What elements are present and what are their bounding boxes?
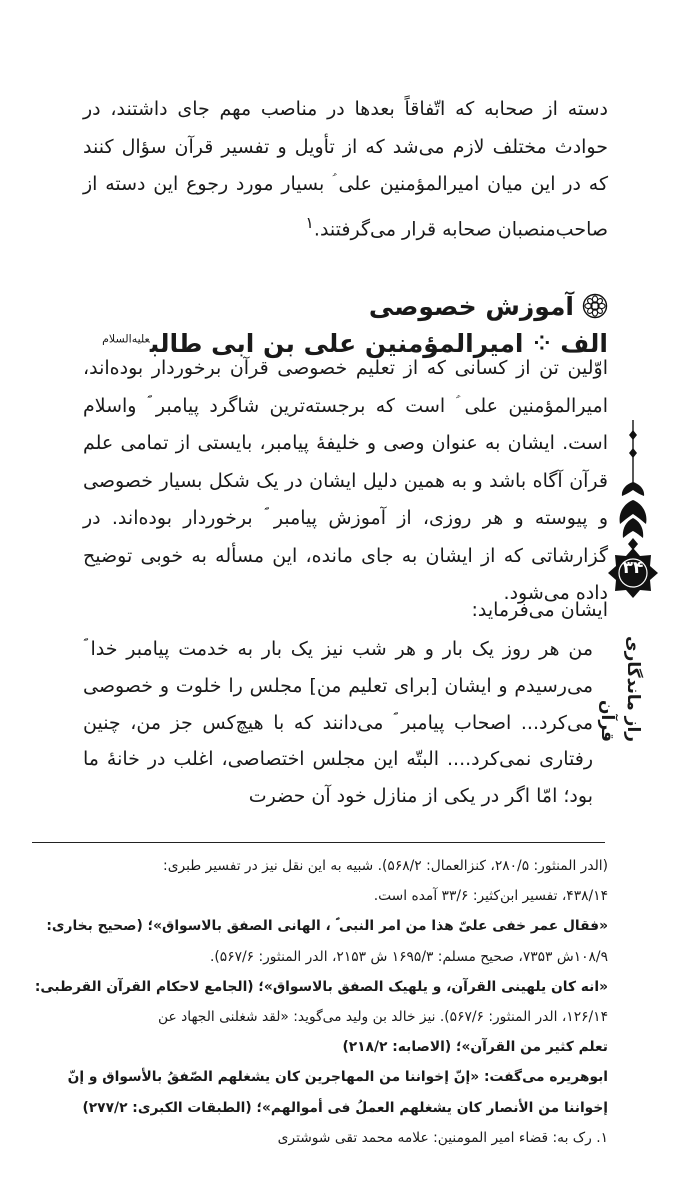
footnote-marker: ۱ [305, 212, 314, 232]
flower-icon [620, 500, 647, 550]
ornament-leaf-icon [622, 482, 644, 496]
section-heading [83, 286, 608, 326]
quote-block: من هر روز یک بار و هر شب نیز یک بار به خدمت پیامبر خدا ؐ می‌رسیدم و ایشان [برای تعلیم من] مجلس را خلوت و خصوصی می‌کرد... اصحاب پیامبر ؐ می‌دانند که با هیچ‌کس جز من، چنین رفتاری نمی‌کرد.... البتّه این مجلس اختصاصی، اغلب در خانهٔ ما بود؛ امّا اگر در یکی از منازل خود آن حضرت [83, 638, 593, 808]
page-number: ۳۴ [622, 558, 644, 578]
footnote-line: تعلم کثیر من القرآن»؛ (الاصابه: ۲۱۸/۲) [342, 1039, 608, 1056]
running-title: راز ماندگاری قرآن [597, 635, 643, 742]
footnote-line: «فقال عمر خفی علیّ هذا من امر النبی ؐ ، الهانی الصفق بالاسواق»؛ (صحیح بخاری: [46, 918, 608, 935]
top-paragraph: دسته از صحابه که اتّفاقاً بعدها در مناصب مهم جای داشتند، در حوادث مختلف لازم می‌شد که از تأویل و تفسیر قرآن سؤال کنند که در این میان امیرالمؤمنین علی ؑ بسیار مورد رجوع این دسته از صاحب‌منصبان صحابه قرار می‌گرفتند.$^۱$ [83, 98, 608, 240]
footnote-divider [32, 842, 605, 843]
footnote-line: ۱. رک به: قضاء امیر المومنین: علامه محمد تقی شوشتری [277, 1129, 608, 1146]
honorific: علیه‌السلام [102, 332, 150, 346]
sub-title: امیرالمؤمنین علی بن ابی طالب$^{علیه‌السلام}$ [102, 328, 524, 358]
sub-separator: ⁘ [533, 331, 551, 355]
body-paragraph: اوّلین تن از کسانی که از تعلیم خصوصی قرآن برخوردار بوده‌اند، امیرالمؤمنین علی ؑ است که برجسته‌ترین شاگرد پیامبر ؐ واسلام است. ایشان به عنوان وصی و خلیفهٔ پیامبر، بایستی از تمامی علم قرآن آگاه باشد و به همین دلیل ایشان در یک شکل بسیار خصوصی و پیوسته و هر روزی، از آموزش پیامبر ؐ برخوردار بوده‌اند. در گزارشاتی که از ایشان به جای مانده، این مسأله به خوبی توضیح داده می‌شود. [83, 357, 608, 604]
footnotes [28, 851, 608, 1153]
footnote-line: (الدر المنثور: ۲۸۰/۵، کنزالعمال: ۵۶۸/۲). شبیه به این نقل نیز در تفسیر طبری: [163, 858, 608, 874]
footnote-line: ۱۲۶/۱۴، الدر المنثور: ۵۶۷/۶). نیز خالد بن ولید می‌گوید: «لقد شغلنی الجهاد عن [157, 1009, 608, 1026]
footnote-line: «انه کان یلهینی القرآن، و یلهیک الصفق بالاسواق»؛ (الجامع لاحکام القرآن القرطبی: [34, 978, 608, 995]
footnote-line: ۴۳۸/۱۴، تفسیر ابن‌کثیر: ۳۳/۶ آمده است. [373, 888, 608, 905]
rosette-icon [582, 293, 608, 319]
intro-line: ایشان می‌فرماید: [471, 599, 608, 621]
footnote-line: ۱۰۸/۹ش ۷۳۵۳، صحیح مسلم: ۱۶۹۵/۳ ش ۲۱۵۳، الدر المنثور: ۵۶۷/۶). [210, 948, 608, 965]
footnote-line: إخواننا من الأنصار کان یشغلهم العملُ فی أموالهم»؛ (الطبقات الکبری: ۲۷۷/۲) [82, 1099, 608, 1116]
section-title: آموزش خصوصی [368, 291, 574, 321]
footnote-line: ابوهریره می‌گفت: «إنّ إخواننا من المهاجرین کان یشغلهم الصّفقُ بالأسواق و إنّ [67, 1069, 608, 1086]
sub-label: الف [560, 328, 608, 358]
